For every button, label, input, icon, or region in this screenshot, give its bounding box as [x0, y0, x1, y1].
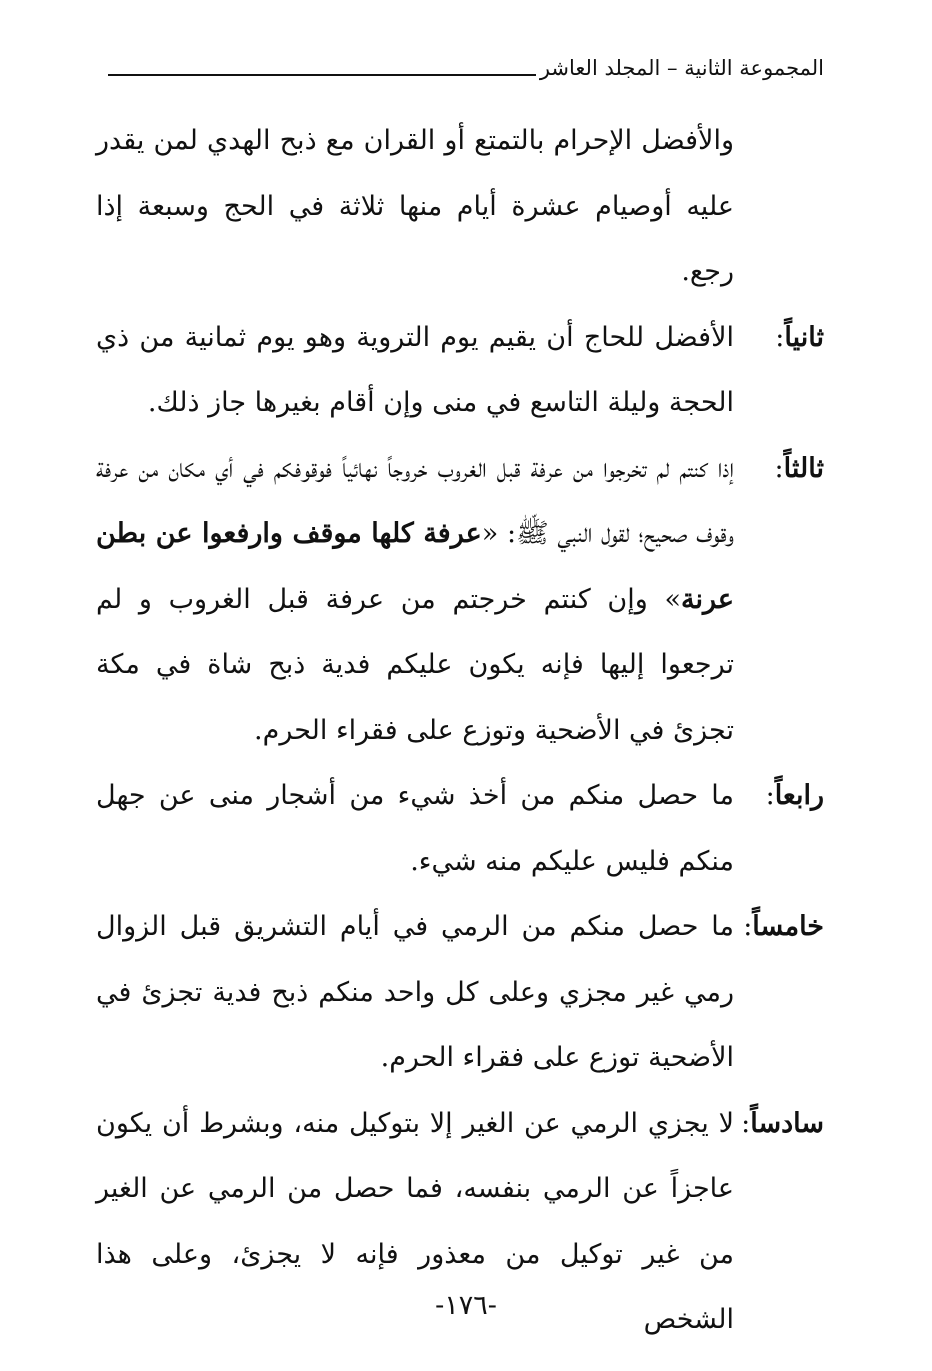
- item-text: ما حصل منكم من أخذ شيء من أشجار منى عن جهل منكم فليس عليكم منه شيء.: [96, 780, 734, 877]
- item-label: ثالثاً:: [774, 452, 824, 484]
- running-header: [108, 58, 824, 79]
- page-number: -١٧٦-: [435, 1290, 497, 1321]
- intro-indent: [734, 108, 824, 305]
- header-title: المجموعة الثانية – المجلد العاشر: [539, 56, 824, 80]
- intro-text: والأفضل الإحرام بالتمتع أو القران مع ذبح الهدي لمن يقدر عليه أوصيام عشرة أيام منها ثلاثة في الحج وسبعة إذا رجع.: [96, 125, 734, 287]
- item-text: إذا كنتم لم تخرجوا من عرفة قبل الغروب خروجاً نهائياً فوقوفكم في أي مكان من عرفة وقوف صحيح؛ لقول النبي ﷺ: «عرفة كلها موقف وارفعوا عن بطن عرنة» وإن كنتم خرجتم من عرفة قبل الغروب و لم ترجعوا إليها فإنه يكون عليكم فدية ذبح شاة في مكة تجزئ في الأضحية وتوزع على فقراء الحرم.: [96, 452, 734, 746]
- item-fourth: [96, 763, 824, 894]
- item-fifth: [96, 894, 824, 1091]
- item-text: لا يجزي الرمي عن الغير إلا بتوكيل منه، وبشرط أن يكون عاجزاً عن الرمي بنفسه، فما حصل من الرمي عن الغير من غير توكيل من معذور فإنه لا يجزئ، وعلى هذا الشخص: [96, 1107, 734, 1335]
- page-body: [96, 108, 824, 1353]
- item-label: خامساً:: [743, 911, 824, 942]
- intro-paragraph: [96, 108, 824, 305]
- item-label: رابعاً:: [765, 780, 824, 811]
- item-third: [96, 436, 824, 764]
- hadith-quote: عرفة كلها موقف وارفعوا عن بطن عرنة: [96, 518, 734, 615]
- item-text: ما حصل منكم من الرمي في أيام التشريق قبل الزوال رمي غير مجزي وعلى كل واحد منكم ذبح فدية تجزئ في الأضحية توزع على فقراء الحرم.: [96, 911, 734, 1073]
- item-text: الأفضل للحاج أن يقيم يوم التروية وهو يوم ثمانية من ذي الحجة وليلة التاسع في منى وإن أقام بغيرها جاز ذلك.: [96, 321, 734, 418]
- item-label: سادساً:: [741, 1107, 824, 1139]
- item-second: [96, 305, 824, 436]
- header-rule: [108, 74, 536, 76]
- item-label: ثانياً:: [775, 321, 824, 353]
